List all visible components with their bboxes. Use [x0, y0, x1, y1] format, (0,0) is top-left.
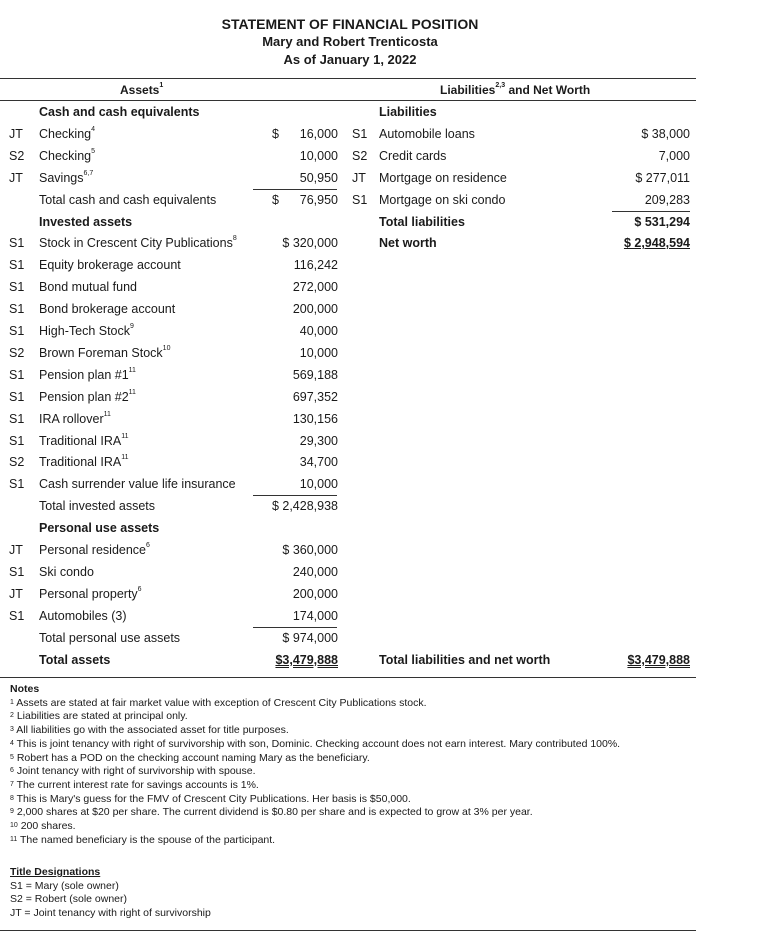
- asset-label: [39, 258, 181, 272]
- asset-label-text: Total assets: [39, 652, 111, 667]
- note-item: [10, 752, 700, 766]
- asset-row: [0, 409, 700, 431]
- statement-title: STATEMENT OF FINANCIAL POSITION: [221, 16, 479, 32]
- asset-amount: 272,000: [292, 280, 338, 295]
- asset-label-text: Bond mutual fund: [39, 280, 137, 295]
- asset-label-text: Total cash and cash equivalents: [39, 192, 217, 207]
- asset-amount: 116,242: [293, 258, 338, 273]
- footnote-ref: 6,7: [83, 169, 94, 177]
- footnote-ref: 10: [162, 344, 171, 352]
- asset-label: [39, 302, 175, 316]
- title-designations-section: [10, 866, 700, 921]
- title-code: S1: [352, 192, 368, 207]
- title-code: S1: [9, 433, 25, 448]
- footnote-ref: 11: [121, 432, 129, 440]
- asset-label: [39, 609, 127, 623]
- title-code: JT: [9, 543, 23, 557]
- asset-row: [0, 562, 700, 584]
- liability-row: [0, 190, 700, 212]
- asset-row: [0, 277, 700, 299]
- note-text: The current interest rate for savings accounts is 1%.: [16, 778, 259, 791]
- asset-label: [39, 499, 155, 513]
- asset-label: [39, 543, 150, 557]
- liability-amount: $ 38,000: [641, 126, 690, 141]
- title-code: S1: [9, 389, 25, 404]
- asset-label-text: Equity brokerage account: [39, 258, 181, 273]
- header-rule: [0, 100, 696, 101]
- asset-amount: 29,300: [299, 433, 338, 448]
- note-number: 3: [10, 726, 14, 734]
- note-item: [10, 765, 700, 779]
- title-code: S1: [9, 367, 25, 382]
- note-item: [10, 820, 700, 834]
- asset-label-text: Personal use assets: [39, 521, 160, 536]
- asset-row: [0, 474, 700, 496]
- note-item: [10, 697, 700, 711]
- asset-label-text: Personal property: [39, 586, 138, 601]
- client-names: Mary and Robert Trenticosta: [262, 34, 438, 49]
- title-code: JT: [9, 170, 23, 185]
- title-code: S2: [352, 148, 368, 163]
- footnote-ref: 5: [91, 147, 96, 155]
- note-number: 10: [10, 822, 18, 830]
- title-code: S1: [9, 477, 25, 492]
- asset-row: [0, 606, 700, 628]
- asset-amount: 697,352: [292, 389, 338, 404]
- liability-row: [0, 233, 700, 255]
- liability-label: Automobile loans: [379, 126, 475, 141]
- asset-row: [0, 452, 700, 474]
- title-code: S1: [9, 302, 25, 317]
- liability-label: Total liabilities: [379, 214, 465, 229]
- notes-section: [10, 683, 700, 847]
- asset-label-text: Invested assets: [39, 214, 133, 229]
- subtotal-rule: [253, 627, 337, 628]
- liability-row: [0, 212, 700, 234]
- note-number: 11: [10, 835, 18, 843]
- title-code: JT: [9, 126, 23, 141]
- asset-label: [39, 521, 159, 535]
- asset-amount: 10,000: [299, 477, 338, 492]
- asset-label-text: Personal residence: [39, 543, 147, 557]
- asset-label-text: Stock in Crescent City Publications: [39, 236, 233, 251]
- asset-label-text: Total personal use assets: [39, 630, 181, 645]
- note-item: [10, 779, 700, 793]
- asset-label: [39, 565, 94, 579]
- note-number: 1: [10, 698, 14, 706]
- asset-amount: 130,156: [292, 411, 338, 426]
- footnote-ref: 4: [91, 125, 96, 133]
- liability-label: Mortgage on ski condo: [379, 192, 506, 207]
- note-number: 7: [10, 780, 14, 788]
- asset-amount: 34,700: [299, 455, 338, 470]
- note-text: 200 shares.: [20, 820, 76, 833]
- title-code: S1: [9, 280, 25, 295]
- asset-label: [39, 455, 129, 469]
- note-text: This is joint tenancy with right of survivorship with son, Dominic. Checking account does not earn interest. Mary contributed 100%.: [16, 737, 621, 750]
- asset-amount: 16,000: [299, 126, 338, 141]
- asset-label-text: Traditional IRA: [39, 433, 122, 448]
- note-text: 2,000 shares at $20 per share. The current dividend is $0.80 per share and is expected to grow at 3% per year.: [16, 806, 533, 819]
- total-liabilities-net-worth-row: [0, 650, 700, 672]
- asset-amount: 569,188: [292, 367, 338, 382]
- asset-amount: 40,000: [299, 324, 338, 338]
- liability-label: Liabilities: [379, 105, 437, 119]
- title-code: S2: [9, 148, 25, 163]
- asset-label-text: Total invested assets: [39, 499, 156, 514]
- asset-label-text: IRA rollover: [39, 411, 104, 426]
- asset-label-text: High-Tech Stock: [39, 324, 131, 338]
- asset-label: [39, 346, 170, 360]
- liabilities-header: Liabilities$^{2,3}$ and Net Worth: [440, 82, 591, 97]
- asset-row: [0, 431, 700, 453]
- note-item: [10, 738, 700, 752]
- asset-row: [0, 628, 700, 650]
- asset-label-text: Cash surrender value life insurance: [39, 477, 236, 492]
- subtotal-rule: [612, 211, 690, 212]
- asset-label: [39, 587, 142, 601]
- note-item: [10, 806, 700, 820]
- asset-label: [39, 324, 134, 338]
- asset-amount: 50,950: [299, 170, 338, 185]
- asset-row: [0, 255, 700, 277]
- asset-amount: 10,000: [299, 345, 338, 360]
- liability-amount: $ 531,294: [634, 214, 690, 229]
- asset-label-text: Brown Foreman Stock: [39, 345, 163, 360]
- note-text: Liabilities are stated at principal only.: [16, 710, 188, 723]
- asset-label-text: Ski condo: [39, 564, 94, 579]
- total-liabilities-net-worth-label: Total liabilities and net worth: [379, 653, 551, 667]
- asset-label: [39, 412, 111, 426]
- asset-amount: 200,000: [292, 302, 338, 317]
- title-code: S1: [352, 126, 368, 141]
- note-number: 6: [10, 767, 14, 775]
- dollar-sign: $: [272, 192, 279, 207]
- asset-label-text: Pension plan #2: [39, 389, 129, 404]
- title-code: S1: [9, 324, 25, 338]
- note-text: All liabilities go with the associated asset for title purposes.: [16, 724, 289, 737]
- footnote-ref: 9: [130, 323, 134, 330]
- asset-amount: 174,000: [292, 608, 338, 623]
- asset-row: [0, 299, 700, 321]
- asset-row: [0, 584, 700, 606]
- note-item: [10, 710, 700, 724]
- footer-rule: [0, 930, 696, 931]
- liability-row: [0, 146, 700, 168]
- asset-amount: $ 320,000: [282, 236, 338, 251]
- asset-row: [0, 518, 700, 540]
- footnote-ref: 8: [232, 235, 237, 243]
- footnote-ref: 11: [103, 410, 111, 418]
- bottom-rule: [0, 677, 696, 678]
- asset-amount: $ 2,428,938: [271, 499, 338, 514]
- liability-row: [0, 168, 700, 190]
- title-code: S1: [9, 258, 25, 273]
- title-designation-item: S2 = Robert (sole owner): [10, 893, 128, 906]
- notes-heading: Notes: [10, 683, 40, 695]
- note-number: 9: [10, 808, 14, 816]
- note-text: Joint tenancy with right of survivorship with spouse.: [16, 765, 256, 778]
- asset-label-text: Pension plan #1: [39, 367, 129, 382]
- asset-label: [39, 280, 137, 294]
- asset-amount: $3,479,888: [275, 652, 338, 667]
- asset-amount: $ 360,000: [282, 543, 338, 557]
- liability-amount: 7,000: [658, 148, 690, 163]
- dollar-sign: $: [272, 126, 279, 141]
- assets-header: Assets$^1$: [120, 82, 164, 97]
- title-code: JT: [352, 170, 366, 185]
- liability-amount: 209,283: [644, 192, 690, 207]
- footnote-ref: 6: [137, 585, 142, 593]
- asset-row: [0, 343, 700, 365]
- asset-label: [39, 477, 236, 491]
- top-rule: [0, 78, 696, 79]
- footnote-ref: 11: [128, 366, 136, 374]
- liability-amount: $ 277,011: [635, 170, 690, 185]
- footnote-ref: 11: [121, 454, 129, 462]
- total-liabilities-net-worth-amount: $3,479,888: [627, 653, 690, 667]
- note-item: [10, 834, 700, 848]
- asset-label-text: Savings: [39, 170, 84, 185]
- title-designation-item: S1 = Mary (sole owner): [10, 879, 119, 892]
- footnote-ref: 11: [128, 388, 136, 396]
- note-number: 4: [10, 739, 14, 747]
- asset-amount: 200,000: [292, 586, 338, 601]
- title-designations-heading: Title Designations: [10, 866, 101, 878]
- footnote-ref: 6: [146, 542, 150, 549]
- asset-row: [0, 496, 700, 518]
- note-number: 5: [10, 753, 14, 761]
- asset-amount: 76,950: [299, 192, 338, 207]
- asset-row: [0, 365, 700, 387]
- title-code: S1: [9, 608, 25, 623]
- note-text: Assets are stated at fair market value with exception of Crescent City Publications stock.: [16, 696, 427, 709]
- note-number: 8: [10, 794, 14, 802]
- asset-label-text: Traditional IRA: [39, 455, 122, 470]
- liability-row: [0, 102, 700, 124]
- liability-row: [0, 124, 700, 146]
- asset-amount: $ 974,000: [282, 630, 338, 645]
- note-text: Robert has a POD on the checking account naming Mary as the beneficiary.: [16, 751, 370, 764]
- statement-date: As of January 1, 2022: [283, 52, 417, 67]
- liability-amount: $ 2,948,594: [623, 236, 690, 251]
- asset-label-text: Cash and cash equivalents: [39, 105, 200, 119]
- note-item: [10, 793, 700, 807]
- subtotal-rule: [253, 495, 337, 496]
- note-text: This is Mary's guess for the FMV of Crescent City Publications. Her basis is $50,000.: [16, 792, 411, 805]
- asset-label: [39, 434, 129, 448]
- asset-label-text: Checking: [39, 126, 92, 141]
- title-designation-item: JT = Joint tenancy with right of survivorship: [10, 907, 211, 920]
- asset-row: [0, 540, 700, 562]
- asset-label-text: Checking: [39, 148, 92, 163]
- liability-label: Mortgage on residence: [379, 170, 507, 185]
- title-code: S1: [9, 411, 25, 426]
- title-code: S2: [9, 455, 25, 470]
- liability-label: Net worth: [379, 236, 437, 251]
- asset-label: [39, 368, 136, 382]
- asset-row: [0, 387, 700, 409]
- note-number: 2: [10, 712, 14, 720]
- asset-amount: 240,000: [292, 564, 338, 579]
- liability-label: Credit cards: [379, 148, 447, 163]
- title-code: S1: [9, 236, 25, 251]
- asset-label-text: Bond brokerage account: [39, 302, 176, 317]
- asset-label: [39, 390, 136, 404]
- asset-amount: 10,000: [299, 148, 338, 163]
- note-item: [10, 724, 700, 738]
- title-code: JT: [9, 586, 23, 601]
- asset-label-text: Automobiles (3): [39, 608, 127, 623]
- note-text: The named beneficiary is the spouse of the participant.: [20, 833, 276, 846]
- asset-label: [39, 631, 180, 645]
- asset-row: [0, 321, 700, 343]
- title-code: S1: [9, 564, 25, 579]
- subtotal-rule: [253, 189, 337, 190]
- title-code: S2: [9, 345, 25, 360]
